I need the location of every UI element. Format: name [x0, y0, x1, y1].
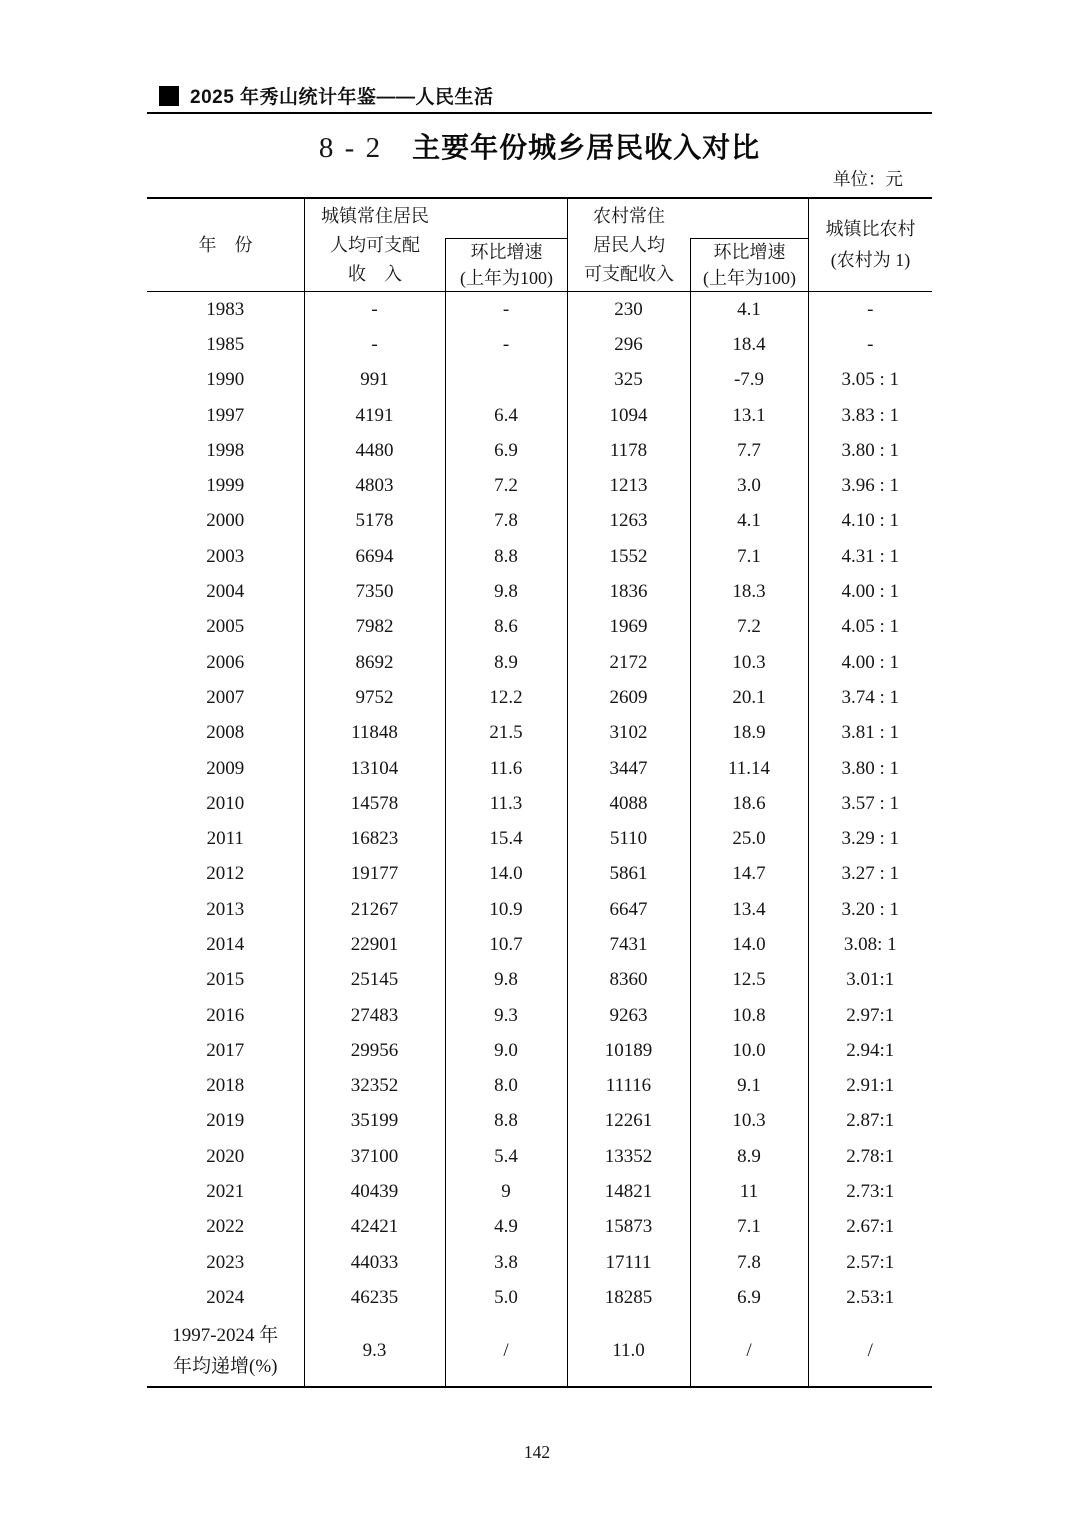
cell-urban-growth: 6.4	[445, 398, 567, 433]
cell-rural-income: 10189	[567, 1033, 690, 1068]
cell-urban-income: 9752	[304, 680, 445, 715]
table-row	[147, 1139, 932, 1174]
header-urban-income-line: 城镇常住居民	[321, 205, 429, 226]
cell-urban-rural-ratio: 3.81 : 1	[808, 716, 932, 751]
cell-rural-income: 1094	[567, 398, 690, 433]
summary-year-line: 年均递增(%)	[173, 1355, 278, 1377]
header-rural-growth-spacer	[690, 199, 808, 239]
cell-urban-rural-ratio: 4.00 : 1	[808, 574, 932, 609]
cell-urban-growth: 11.3	[445, 786, 567, 821]
cell-rural-income: 15873	[567, 1210, 690, 1245]
cell-rural-income: 13352	[567, 1139, 690, 1174]
cell-urban-income: -	[304, 292, 445, 327]
header-ratio-line: (农村为 1)	[830, 250, 911, 270]
table-body-grid	[147, 292, 932, 1388]
header-rural-income-line: 居民人均	[593, 234, 665, 255]
cell-rural-growth: 10.8	[690, 998, 808, 1033]
cell-urban-rural-ratio: 4.00 : 1	[808, 645, 932, 680]
cell-urban-growth: 14.0	[445, 857, 567, 892]
cell-urban-rural-ratio: 2.57:1	[808, 1245, 932, 1280]
cell-urban-growth: 8.9	[445, 645, 567, 680]
header-urban-growth	[445, 239, 567, 291]
cell-urban-growth: 5.0	[445, 1280, 567, 1315]
cell-rural-income: 18285	[567, 1280, 690, 1315]
table-row	[147, 539, 932, 574]
cell-urban-growth: 15.4	[445, 821, 567, 856]
cell-year: 2024	[206, 1286, 245, 1308]
table-row	[147, 610, 932, 645]
cell-urban-income: 40439	[304, 1174, 445, 1209]
cell-urban-income: 29956	[304, 1033, 445, 1068]
table-row	[147, 892, 932, 927]
cell-urban-rural-ratio: 4.05 : 1	[808, 610, 932, 645]
cell-urban-rural-ratio: /	[808, 1316, 932, 1387]
table-row	[147, 363, 932, 398]
cell-urban-growth: 6.9	[445, 433, 567, 468]
cell-rural-growth: 18.9	[690, 716, 808, 751]
cell-urban-income: 19177	[304, 857, 445, 892]
cell-year: 2009	[206, 757, 245, 779]
cell-year: 2013	[206, 898, 245, 920]
cell-urban-rural-ratio: 3.01:1	[808, 963, 932, 998]
cell-urban-rural-ratio: 3.20 : 1	[808, 892, 932, 927]
table-row	[147, 857, 932, 892]
cell-urban-income: 6694	[304, 539, 445, 574]
cell-urban-rural-ratio: 2.87:1	[808, 1104, 932, 1139]
page-number: 142	[523, 1442, 551, 1462]
table-row	[147, 751, 932, 786]
cell-rural-growth: 9.1	[690, 1069, 808, 1104]
cell-urban-growth: 9.0	[445, 1033, 567, 1068]
cell-summary-year	[147, 1316, 304, 1387]
header-rural-income-line: 可支配收入	[584, 263, 674, 284]
cell-rural-growth: 7.7	[690, 433, 808, 468]
cell-rural-growth: /	[690, 1316, 808, 1387]
cell-urban-income: 4803	[304, 468, 445, 503]
cell-urban-income: 4191	[304, 398, 445, 433]
cell-year: 2016	[206, 1004, 245, 1026]
cell-urban-rural-ratio: 2.67:1	[808, 1210, 932, 1245]
cell-rural-growth: 4.1	[690, 504, 808, 539]
cell-urban-income: -	[304, 327, 445, 362]
cell-year: 2015	[206, 969, 245, 991]
cell-rural-growth: -7.9	[690, 363, 808, 398]
header-urban-income	[304, 199, 445, 291]
cell-urban-rural-ratio: 3.83 : 1	[808, 398, 932, 433]
table-row	[147, 327, 932, 362]
cell-rural-growth: 14.7	[690, 857, 808, 892]
cell-urban-growth: 4.9	[445, 1210, 567, 1245]
cell-year: 2000	[206, 510, 245, 532]
cell-rural-income: 12261	[567, 1104, 690, 1139]
cell-urban-growth: 11.6	[445, 751, 567, 786]
cell-rural-income: 9263	[567, 998, 690, 1033]
cell-year: 2011	[206, 828, 244, 850]
cell-rural-growth: 10.0	[690, 1033, 808, 1068]
cell-urban-growth: -	[445, 292, 567, 327]
cell-year: 1998	[206, 439, 245, 461]
cell-urban-rural-ratio: 3.27 : 1	[808, 857, 932, 892]
cell-rural-income: 7431	[567, 927, 690, 962]
cell-rural-growth: 6.9	[690, 1280, 808, 1315]
table-title-text: 主要年份城乡居民收入对比	[412, 132, 761, 163]
header-rural-income-line: 农村常住	[593, 205, 665, 226]
table-row	[147, 574, 932, 609]
cell-urban-growth: 9.8	[445, 574, 567, 609]
header-urban-growth-line: (上年为100)	[460, 268, 553, 288]
cell-urban-growth: 8.6	[445, 610, 567, 645]
header-urban-growth-line: 环比增速	[470, 242, 543, 262]
cell-year: 2017	[206, 1039, 245, 1061]
cell-rural-income: 11116	[567, 1069, 690, 1104]
cell-urban-growth: 8.0	[445, 1069, 567, 1104]
table-row	[147, 1210, 932, 1245]
cell-urban-growth: 7.8	[445, 504, 567, 539]
cell-rural-income: 5861	[567, 857, 690, 892]
table-row	[147, 398, 932, 433]
summary-year-line: 1997-2024 年	[172, 1324, 279, 1346]
cell-urban-growth: 8.8	[445, 1104, 567, 1139]
header-urban-income-line: 人均可支配	[330, 234, 420, 255]
cell-year: 2020	[206, 1145, 245, 1167]
income-comparison-table	[147, 197, 932, 1388]
table-row	[147, 468, 932, 503]
cell-rural-income: 3447	[567, 751, 690, 786]
cell-year: 2021	[206, 1181, 245, 1203]
cell-rural-income: 5110	[567, 821, 690, 856]
cell-urban-rural-ratio: 2.94:1	[808, 1033, 932, 1068]
cell-urban-rural-ratio: 3.57 : 1	[808, 786, 932, 821]
cell-urban-income: 16823	[304, 821, 445, 856]
table-header	[147, 197, 932, 292]
cell-rural-growth: 25.0	[690, 821, 808, 856]
cell-urban-income: 46235	[304, 1280, 445, 1315]
cell-year: 1997	[206, 404, 245, 426]
cell-rural-growth: 8.9	[690, 1139, 808, 1174]
cell-urban-rural-ratio: 2.97:1	[808, 998, 932, 1033]
cell-urban-income: 27483	[304, 998, 445, 1033]
cell-rural-income: 1552	[567, 539, 690, 574]
table-row	[147, 645, 932, 680]
table-row	[147, 680, 932, 715]
cell-urban-growth: 9.8	[445, 963, 567, 998]
cell-rural-income: 230	[567, 292, 690, 327]
cell-year: 2010	[206, 792, 245, 814]
table-row	[147, 821, 932, 856]
cell-urban-rural-ratio: 2.91:1	[808, 1069, 932, 1104]
cell-urban-rural-ratio: 3.74 : 1	[808, 680, 932, 715]
table-row	[147, 963, 932, 998]
cell-urban-growth: /	[445, 1316, 567, 1387]
cell-urban-income: 9.3	[304, 1316, 445, 1387]
cell-urban-income: 991	[304, 363, 445, 398]
cell-urban-income: 5178	[304, 504, 445, 539]
cell-urban-income: 35199	[304, 1104, 445, 1139]
cell-year: 2005	[206, 616, 245, 638]
summary-row	[147, 1316, 932, 1387]
unit-label: 单位：元	[833, 169, 903, 189]
table-row	[147, 292, 932, 327]
cell-rural-income: 6647	[567, 892, 690, 927]
cell-urban-growth: 9	[445, 1174, 567, 1209]
table-row	[147, 1069, 932, 1104]
table-row	[147, 786, 932, 821]
cell-urban-income: 42421	[304, 1210, 445, 1245]
cell-rural-growth: 10.3	[690, 645, 808, 680]
cell-urban-growth: 7.2	[445, 468, 567, 503]
cell-urban-growth: 3.8	[445, 1245, 567, 1280]
cell-urban-rural-ratio: 4.10 : 1	[808, 504, 932, 539]
cell-urban-rural-ratio: -	[808, 327, 932, 362]
cell-rural-income: 8360	[567, 963, 690, 998]
cell-rural-income: 3102	[567, 716, 690, 751]
page-title	[147, 126, 932, 166]
header-ratio-line: 城镇比农村	[825, 219, 916, 239]
cell-rural-growth: 20.1	[690, 680, 808, 715]
cell-urban-rural-ratio: 3.08: 1	[808, 927, 932, 962]
cell-year: 1990	[206, 369, 245, 391]
cell-rural-income: 17111	[567, 1245, 690, 1280]
cell-rural-growth: 7.8	[690, 1245, 808, 1280]
cell-rural-growth: 18.3	[690, 574, 808, 609]
cell-rural-income: 1178	[567, 433, 690, 468]
cell-urban-income: 7350	[304, 574, 445, 609]
cell-year: 2003	[206, 545, 245, 567]
cell-year: 2007	[206, 686, 245, 708]
cell-year: 2019	[206, 1110, 245, 1132]
table-row	[147, 433, 932, 468]
cell-rural-growth: 10.3	[690, 1104, 808, 1139]
cell-rural-growth: 7.1	[690, 539, 808, 574]
cell-urban-rural-ratio: 4.31 : 1	[808, 539, 932, 574]
header-rural-growth-line: (上年为100)	[703, 268, 796, 288]
cell-urban-income: 44033	[304, 1245, 445, 1280]
cell-urban-income: 32352	[304, 1069, 445, 1104]
cell-rural-income: 14821	[567, 1174, 690, 1209]
cell-urban-growth: 10.9	[445, 892, 567, 927]
table-number: 8 - 2	[318, 132, 383, 164]
cell-urban-growth: 9.3	[445, 998, 567, 1033]
cell-rural-growth: 18.6	[690, 786, 808, 821]
cell-year: 2012	[206, 863, 245, 885]
cell-urban-growth: -	[445, 327, 567, 362]
cell-year: 2004	[206, 581, 245, 603]
cell-rural-income: 296	[567, 327, 690, 362]
cell-rural-income: 1213	[567, 468, 690, 503]
cell-rural-growth: 18.4	[690, 327, 808, 362]
cell-urban-income: 8692	[304, 645, 445, 680]
cell-rural-income: 1836	[567, 574, 690, 609]
cell-urban-growth: 10.7	[445, 927, 567, 962]
table-row	[147, 504, 932, 539]
cell-year: 2018	[206, 1075, 245, 1097]
header-rural-growth-line: 环比增速	[713, 242, 786, 262]
cell-rural-income: 4088	[567, 786, 690, 821]
cell-urban-income: 7982	[304, 610, 445, 645]
cell-urban-growth: 8.8	[445, 539, 567, 574]
header-urban-rural-ratio	[808, 199, 932, 291]
cell-urban-growth: 12.2	[445, 680, 567, 715]
cell-urban-rural-ratio: 2.78:1	[808, 1139, 932, 1174]
cell-urban-rural-ratio: 3.80 : 1	[808, 751, 932, 786]
cell-rural-growth: 3.0	[690, 468, 808, 503]
table-row	[147, 1174, 932, 1209]
cell-rural-growth: 13.1	[690, 398, 808, 433]
section-marker-icon	[159, 86, 179, 106]
cell-rural-income: 325	[567, 363, 690, 398]
cell-rural-income: 2172	[567, 645, 690, 680]
table-row	[147, 1104, 932, 1139]
cell-rural-income: 2609	[567, 680, 690, 715]
table-row	[147, 1280, 932, 1315]
cell-urban-income: 21267	[304, 892, 445, 927]
running-header: 2025 年秀山统计年鉴——人民生活	[190, 87, 494, 108]
cell-year: 2014	[206, 933, 245, 955]
cell-rural-growth: 14.0	[690, 927, 808, 962]
cell-year: 2023	[206, 1251, 245, 1273]
header-year-label: 年 份	[198, 234, 253, 255]
cell-rural-income: 1263	[567, 504, 690, 539]
cell-urban-income: 14578	[304, 786, 445, 821]
header-divider	[147, 112, 932, 114]
cell-urban-income: 4480	[304, 433, 445, 468]
header-rural-growth	[690, 239, 808, 291]
cell-urban-rural-ratio: 3.80 : 1	[808, 433, 932, 468]
table-row	[147, 1245, 932, 1280]
table-row	[147, 927, 932, 962]
header-rural-income	[567, 199, 690, 291]
cell-rural-income: 1969	[567, 610, 690, 645]
header-urban-income-line: 收 入	[348, 263, 402, 284]
cell-year: 2008	[206, 722, 245, 744]
table-row	[147, 1033, 932, 1068]
cell-rural-growth: 7.1	[690, 1210, 808, 1245]
cell-urban-growth	[445, 363, 567, 398]
cell-urban-income: 11848	[304, 716, 445, 751]
cell-year: 2006	[206, 651, 245, 673]
cell-urban-rural-ratio: -	[808, 292, 932, 327]
table-body	[147, 292, 932, 1387]
table-row	[147, 716, 932, 751]
cell-year: 1983	[206, 298, 245, 320]
cell-year: 2022	[206, 1216, 245, 1238]
cell-urban-rural-ratio: 3.96 : 1	[808, 468, 932, 503]
cell-rural-growth: 7.2	[690, 610, 808, 645]
cell-urban-growth: 5.4	[445, 1139, 567, 1174]
cell-urban-growth: 21.5	[445, 716, 567, 751]
cell-urban-income: 25145	[304, 963, 445, 998]
table-row	[147, 998, 932, 1033]
cell-urban-rural-ratio: 2.53:1	[808, 1280, 932, 1315]
cell-year: 1999	[206, 475, 245, 497]
cell-urban-rural-ratio: 3.29 : 1	[808, 821, 932, 856]
header-urban-growth-spacer	[445, 199, 567, 239]
header-year	[147, 199, 304, 291]
cell-rural-growth: 12.5	[690, 963, 808, 998]
cell-urban-income: 13104	[304, 751, 445, 786]
cell-year: 1985	[206, 333, 245, 355]
cell-urban-rural-ratio: 3.05 : 1	[808, 363, 932, 398]
cell-rural-growth: 11	[690, 1174, 808, 1209]
cell-urban-income: 37100	[304, 1139, 445, 1174]
cell-urban-rural-ratio: 2.73:1	[808, 1174, 932, 1209]
cell-rural-growth: 13.4	[690, 892, 808, 927]
cell-rural-growth: 11.14	[690, 751, 808, 786]
cell-urban-income: 22901	[304, 927, 445, 962]
cell-rural-growth: 4.1	[690, 292, 808, 327]
cell-rural-income: 11.0	[567, 1316, 690, 1387]
